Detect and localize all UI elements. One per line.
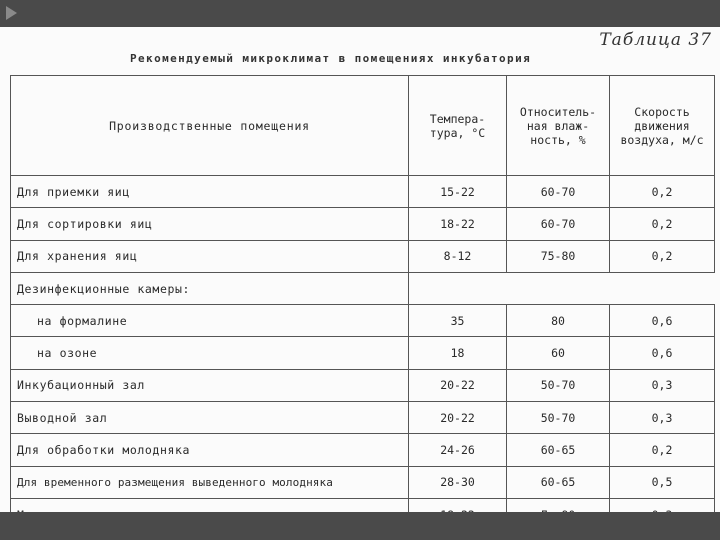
cell-room: на формалине [11,305,409,337]
cell-room: Для обработки молодняка [11,434,409,466]
header-speed-line-3: воздуха, м/с [620,132,704,147]
header-room-label: Производственные помещения [109,118,310,133]
cell-room: Для хранения яиц [11,240,409,272]
header-humidity [507,76,610,176]
cell-temp: 20-22 [409,369,507,401]
cell-humidity: 50-70 [507,369,610,401]
header-hum-line-3: ность, % [530,132,586,147]
table-row [11,434,715,466]
header-speed-line-2: движения [634,118,690,133]
cell-temp: 20-22 [409,402,507,434]
header-room [11,76,409,176]
cell-speed: 0,3 [610,369,715,401]
slide-top-bar [0,0,720,27]
table-row [11,369,715,401]
cell-speed: 0,2 [610,208,715,240]
cell-temp: 18-22 [409,208,507,240]
cell-room: на озоне [11,337,409,369]
table-row [11,240,715,272]
table-row [11,337,715,369]
header-air-speed [610,76,715,176]
slide-bottom-bar [0,512,720,540]
table-row [11,208,715,240]
microclimate-table [10,75,715,531]
cell-temp: 35 [409,305,507,337]
header-hum-line-1: Относитель- [519,104,597,119]
table-row [11,272,715,304]
cell-humidity: 60-65 [507,466,610,498]
table-number: Таблица 37 [599,30,712,50]
cell-room: Для приемки яиц [11,176,409,208]
cell-humidity: 80 [507,305,610,337]
cell-room: Для сортировки яиц [11,208,409,240]
cell-speed: 0,6 [610,305,715,337]
cell-room: Выводной зал [11,402,409,434]
table-caption: Рекомендуемый микроклимат в помещениях инкубатория [130,52,532,65]
cell-temp: 28-30 [409,466,507,498]
cell-group-empty [409,272,715,304]
cell-speed: 0,5 [610,466,715,498]
cell-temp: 8-12 [409,240,507,272]
table-row [11,176,715,208]
cell-humidity: 60 [507,337,610,369]
header-temperature [409,76,507,176]
cell-humidity: 60-70 [507,208,610,240]
cell-speed: 0,3 [610,402,715,434]
arrow-icon [6,6,17,20]
cell-temp: 18 [409,337,507,369]
document-page [0,27,720,512]
cell-room: Инкубационный зал [11,369,409,401]
header-row [11,76,715,176]
table-row [11,402,715,434]
cell-speed: 0,2 [610,176,715,208]
cell-speed: 0,2 [610,240,715,272]
header-temp-line-1: Темпера- [429,111,486,126]
cell-humidity: 60-65 [507,434,610,466]
header-temp-line-2: тура, °С [429,125,486,140]
cell-speed: 0,6 [610,337,715,369]
cell-room-group: Дезинфекционные камеры: [11,272,409,304]
table-row [11,466,715,498]
cell-humidity: 75-80 [507,240,610,272]
cell-humidity: 60-70 [507,176,610,208]
cell-humidity: 50-70 [507,402,610,434]
table-row [11,305,715,337]
cell-temp: 24-26 [409,434,507,466]
cell-speed: 0,2 [610,434,715,466]
header-hum-line-2: ная влаж- [526,118,590,133]
cell-room: Для временного размещения выведенного молодняка [11,466,409,498]
header-speed-line-1: Скорость [634,104,690,119]
cell-temp: 15-22 [409,176,507,208]
